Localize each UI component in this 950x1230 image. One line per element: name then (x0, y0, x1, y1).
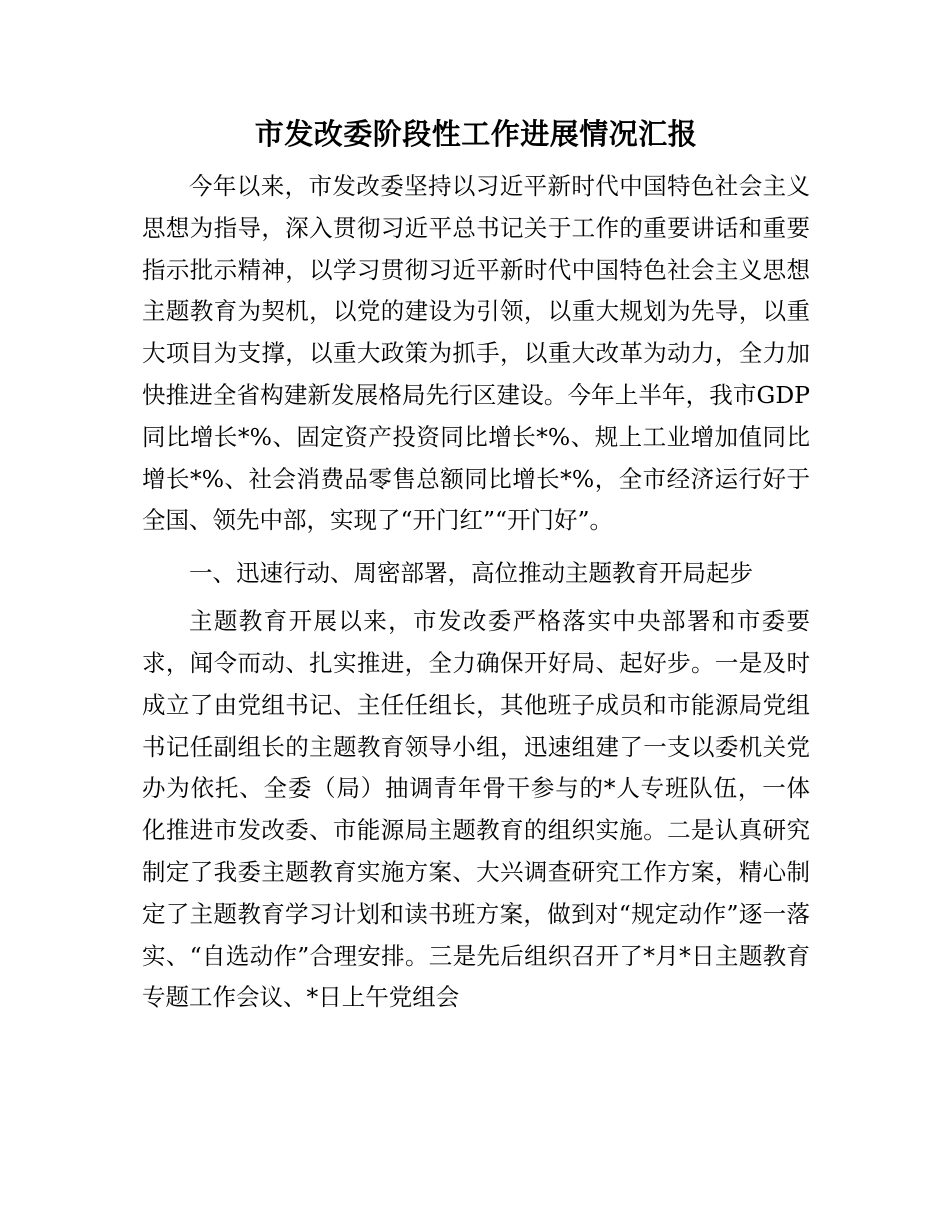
document-title: 市发改委阶段性工作进展情况汇报 (254, 117, 698, 151)
intro-paragraph: 今年以来，市发改委坚持以习近平新时代中国特色社会主义思想为指导，深入贯彻习近平总书记关于工作的重要讲话和重要指示批示精神，以学习贯彻习近平新时代中国特色社会主义思想主题教育为契机，以党的建设为引领，以重大规划为先导，以重大项目为支撑，以重大政策为抓手，以重大改革为动力，全力加快推进全省构建新发展格局先行区建设。今年上半年，我市GDP同比增长*%、固定资产投资同比增长*%、规上工业增加值同比增长*%、社会消费品零售总额同比增长*%，全市经济运行好于全国、领先中部，实现了“开门红”“开门好”。 (142, 172, 810, 535)
document-page (142, 112, 810, 1019)
section-heading: 一、迅速行动、周密部署，高位推动主题教育开局起步 (189, 559, 753, 588)
section-body-paragraph: 主题教育开展以来，市发改委严格落实中央部署和市委要求，闻令而动、扎实推进，全力确保开好局、起好步。一是及时成立了由党组书记、主任任组长，其他班子成员和市能源局党组书记任副组长的主题教育领导小组，迅速组建了一支以委机关党办为依托、全委（局）抽调青年骨干参与的*人专班队伍，一体化推进市发改委、市能源局主题教育的组织实施。二是认真研究制定了我委主题教育实施方案、大兴调查研究工作方案，精心制定了主题教育学习计划和读书班方案，做到对“规定动作”逐一落实、“自选动作”合理安排。三是先后组织召开了*月*日主题教育专题工作会议、*日上午党组会 (142, 607, 810, 1012)
